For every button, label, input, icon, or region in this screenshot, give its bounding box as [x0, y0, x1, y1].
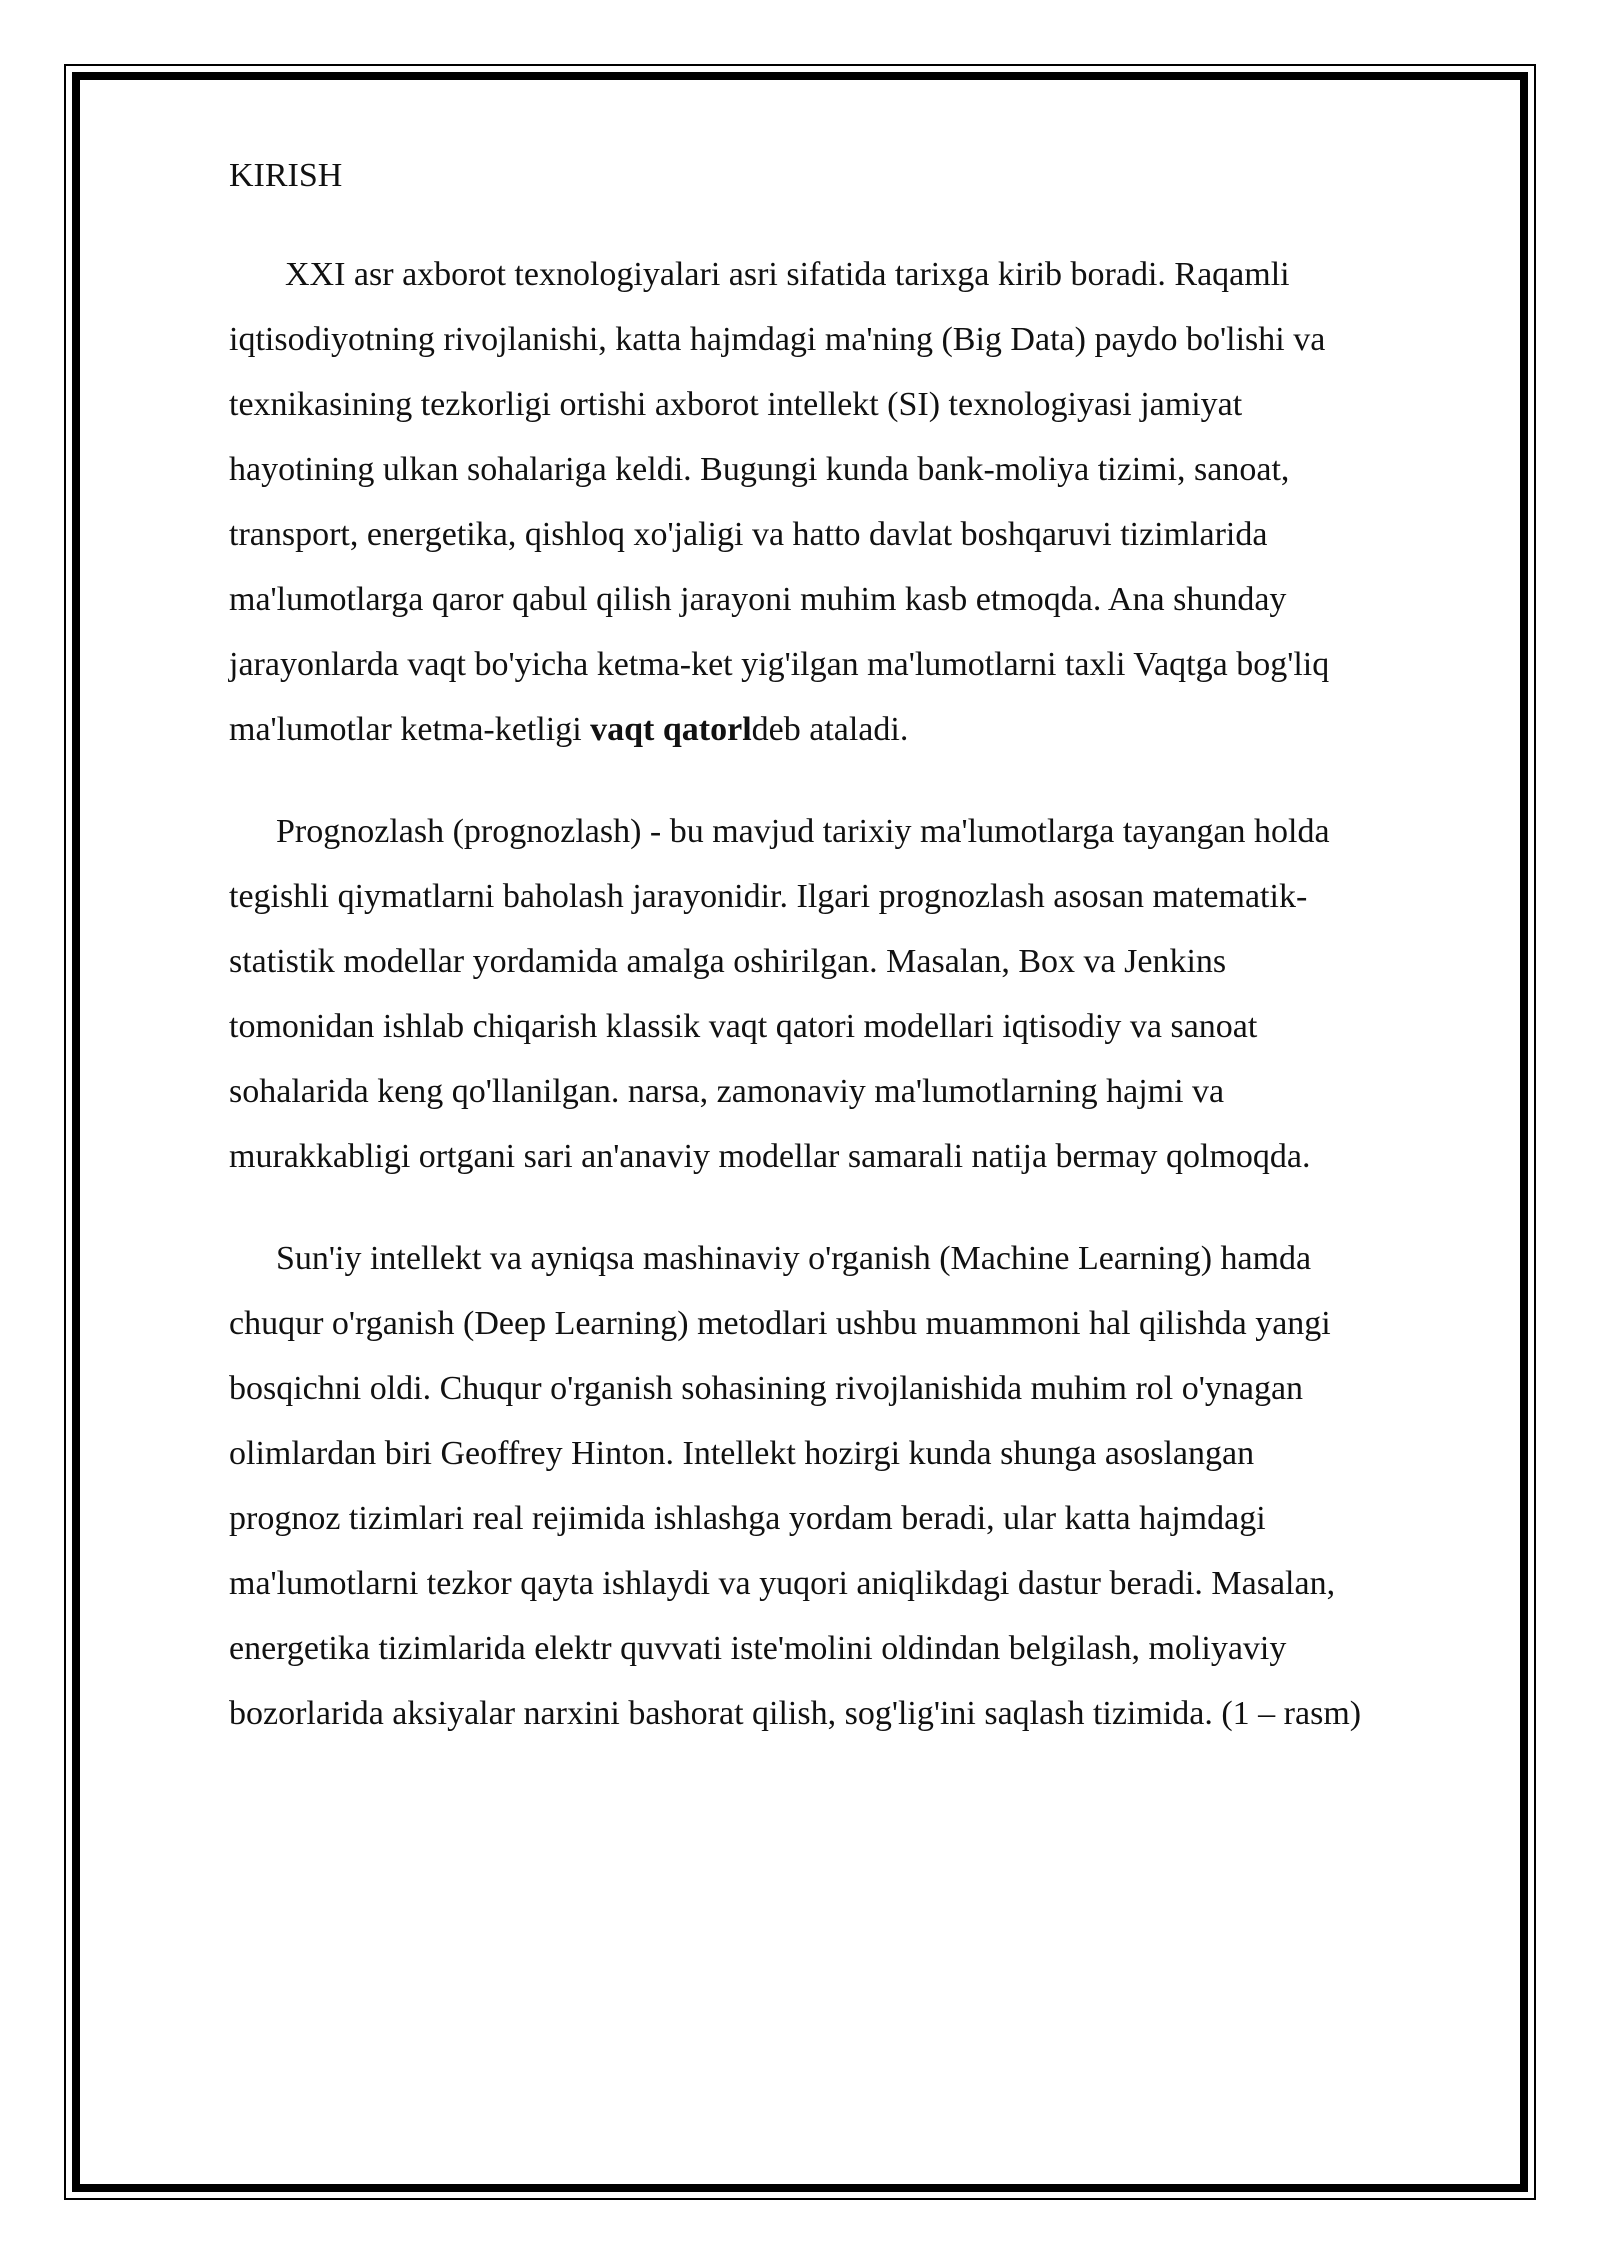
paragraph-line: statistik modellar yordamida amalga oshirilgan. Masalan, Box va Jenkins	[229, 943, 1227, 980]
bold-term: vaqt qatorl	[590, 711, 752, 748]
document-body	[229, 146, 1491, 1746]
paragraph-line: Sun'iy intellekt va ayniqsa mashinaviy o'rganish (Machine Learning) hamda	[276, 1240, 1312, 1277]
paragraph-1	[229, 242, 1491, 762]
paragraph-line: XXI asr axborot texnologiyalari asri sifatida tarixga kirib boradi. Raqamli	[285, 256, 1290, 293]
paragraph-line: tomonidan ishlab chiqarish klassik vaqt qatori modellari iqtisodiy va sanoat	[229, 1008, 1258, 1045]
paragraph-line: sohalarida keng qo'llanilgan. narsa, zamonaviy ma'lumotlarning hajmi va	[229, 1073, 1225, 1110]
paragraph-line: energetika tizimlarida elektr quvvati iste'molini oldindan belgilash, moliyaviy	[229, 1630, 1287, 1667]
section-heading: KIRISH	[229, 157, 343, 194]
paragraph-3	[229, 1226, 1491, 1746]
paragraph-line: murakkabligi ortgani sari an'anaviy modellar samarali natija bermay qolmoqda.	[229, 1138, 1311, 1175]
paragraph-line: prognoz tizimlari real rejimida ishlashga yordam beradi, ular katta hajmdagi	[229, 1500, 1266, 1537]
paragraph-line: hayotining ulkan sohalariga keldi. Bugungi kunda bank-moliya tizimi, sanoat,	[229, 451, 1290, 488]
paragraph-line: Prognozlash (prognozlash) - bu mavjud tarixiy ma'lumotlarga tayangan holda	[276, 813, 1330, 850]
paragraph-line: ma'lumotlarga qaror qabul qilish jarayoni muhim kasb etmoqda. Ana shunday	[229, 581, 1287, 618]
paragraph-line: jarayonlarda vaqt bo'yicha ketma-ket yig'ilgan ma'lumotlarni taxli Vaqtga bog'liq	[229, 646, 1330, 683]
paragraph-line: iqtisodiyotning rivojlanishi, katta hajmdagi ma'ning (Big Data) paydo bo'lishi va	[229, 321, 1326, 358]
paragraph-line: bosqichni oldi. Chuqur o'rganish sohasining rivojlanishida muhim rol o'ynagan	[229, 1370, 1304, 1407]
paragraph-line: bozorlarida aksiyalar narxini bashorat qilish, sog'lig'ini saqlash tizimida. (1 – rasm)	[229, 1695, 1362, 1732]
paragraph-line: ma'lumotlarni tezkor qayta ishlaydi va yuqori aniqlikdagi dastur beradi. Masalan,	[229, 1565, 1336, 1602]
line-text: deb ataladi.	[751, 711, 909, 748]
paragraph-line	[229, 697, 1491, 762]
paragraph-line: transport, energetika, qishloq xo'jaligi va hatto davlat boshqaruvi tizimlarida	[229, 516, 1268, 553]
paragraph-line: texnikasining tezkorligi ortishi axborot intellekt (SI) texnologiyasi jamiyat	[229, 386, 1243, 423]
line-text: ma'lumotlar ketma-ketligi	[229, 711, 591, 748]
paragraph-line: olimlardan biri Geoffrey Hinton. Intellekt hozirgi kunda shunga asoslangan	[229, 1435, 1255, 1472]
paragraph-line: chuqur o'rganish (Deep Learning) metodlari ushbu muammoni hal qilishda yangi	[229, 1305, 1331, 1342]
paragraph-line: tegishli qiymatlarni baholash jarayonidir. Ilgari prognozlash asosan matematik-	[229, 878, 1308, 915]
paragraph-2	[229, 799, 1491, 1189]
